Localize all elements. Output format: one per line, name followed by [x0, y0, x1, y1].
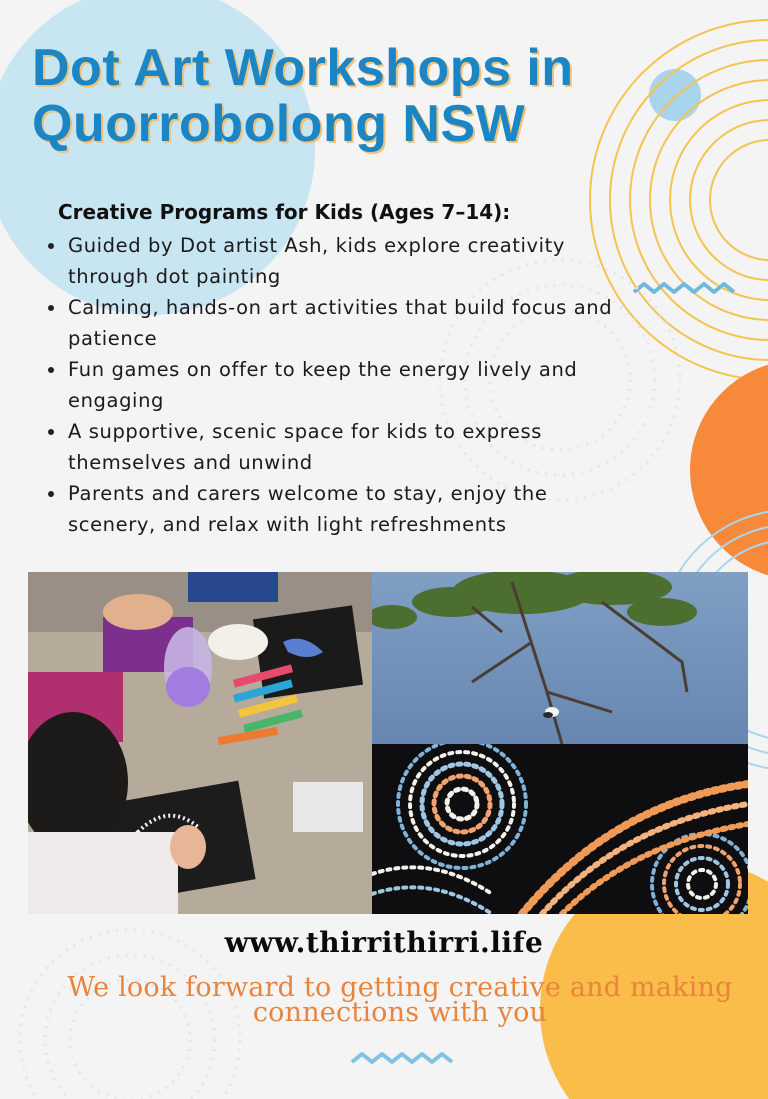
page-title: Dot Art Workshops in Quorrobolong NSW — [32, 39, 574, 153]
decor-orange-circle — [690, 360, 768, 580]
bullet-item: Calming, hands-on art activities that build focus and patience — [44, 292, 624, 354]
decor-blue-wave-bottom — [352, 1054, 452, 1062]
website-link[interactable]: www.thirrithirri.life — [224, 926, 544, 959]
programs-subheading: Creative Programs for Kids (Ages 7–14): — [58, 200, 511, 224]
bullet-item: Guided by Dot artist Ash, kids explore creativity through dot painting — [44, 230, 624, 292]
bullet-item: A supportive, scenic space for kids to express themselves and unwind — [44, 416, 624, 478]
kids-painting-photo — [28, 572, 372, 914]
program-bullet-list — [44, 230, 624, 540]
dot-painting-artwork-photo — [372, 744, 748, 914]
tree-with-bird-photo — [372, 572, 748, 744]
bullet-item: Parents and carers welcome to stay, enjoy the scenery, and relax with light refreshments — [44, 478, 624, 540]
bullet-item: Fun games on offer to keep the energy lively and engaging — [44, 354, 624, 416]
closing-message: We look forward to getting creative and making connections with you — [67, 972, 733, 1028]
